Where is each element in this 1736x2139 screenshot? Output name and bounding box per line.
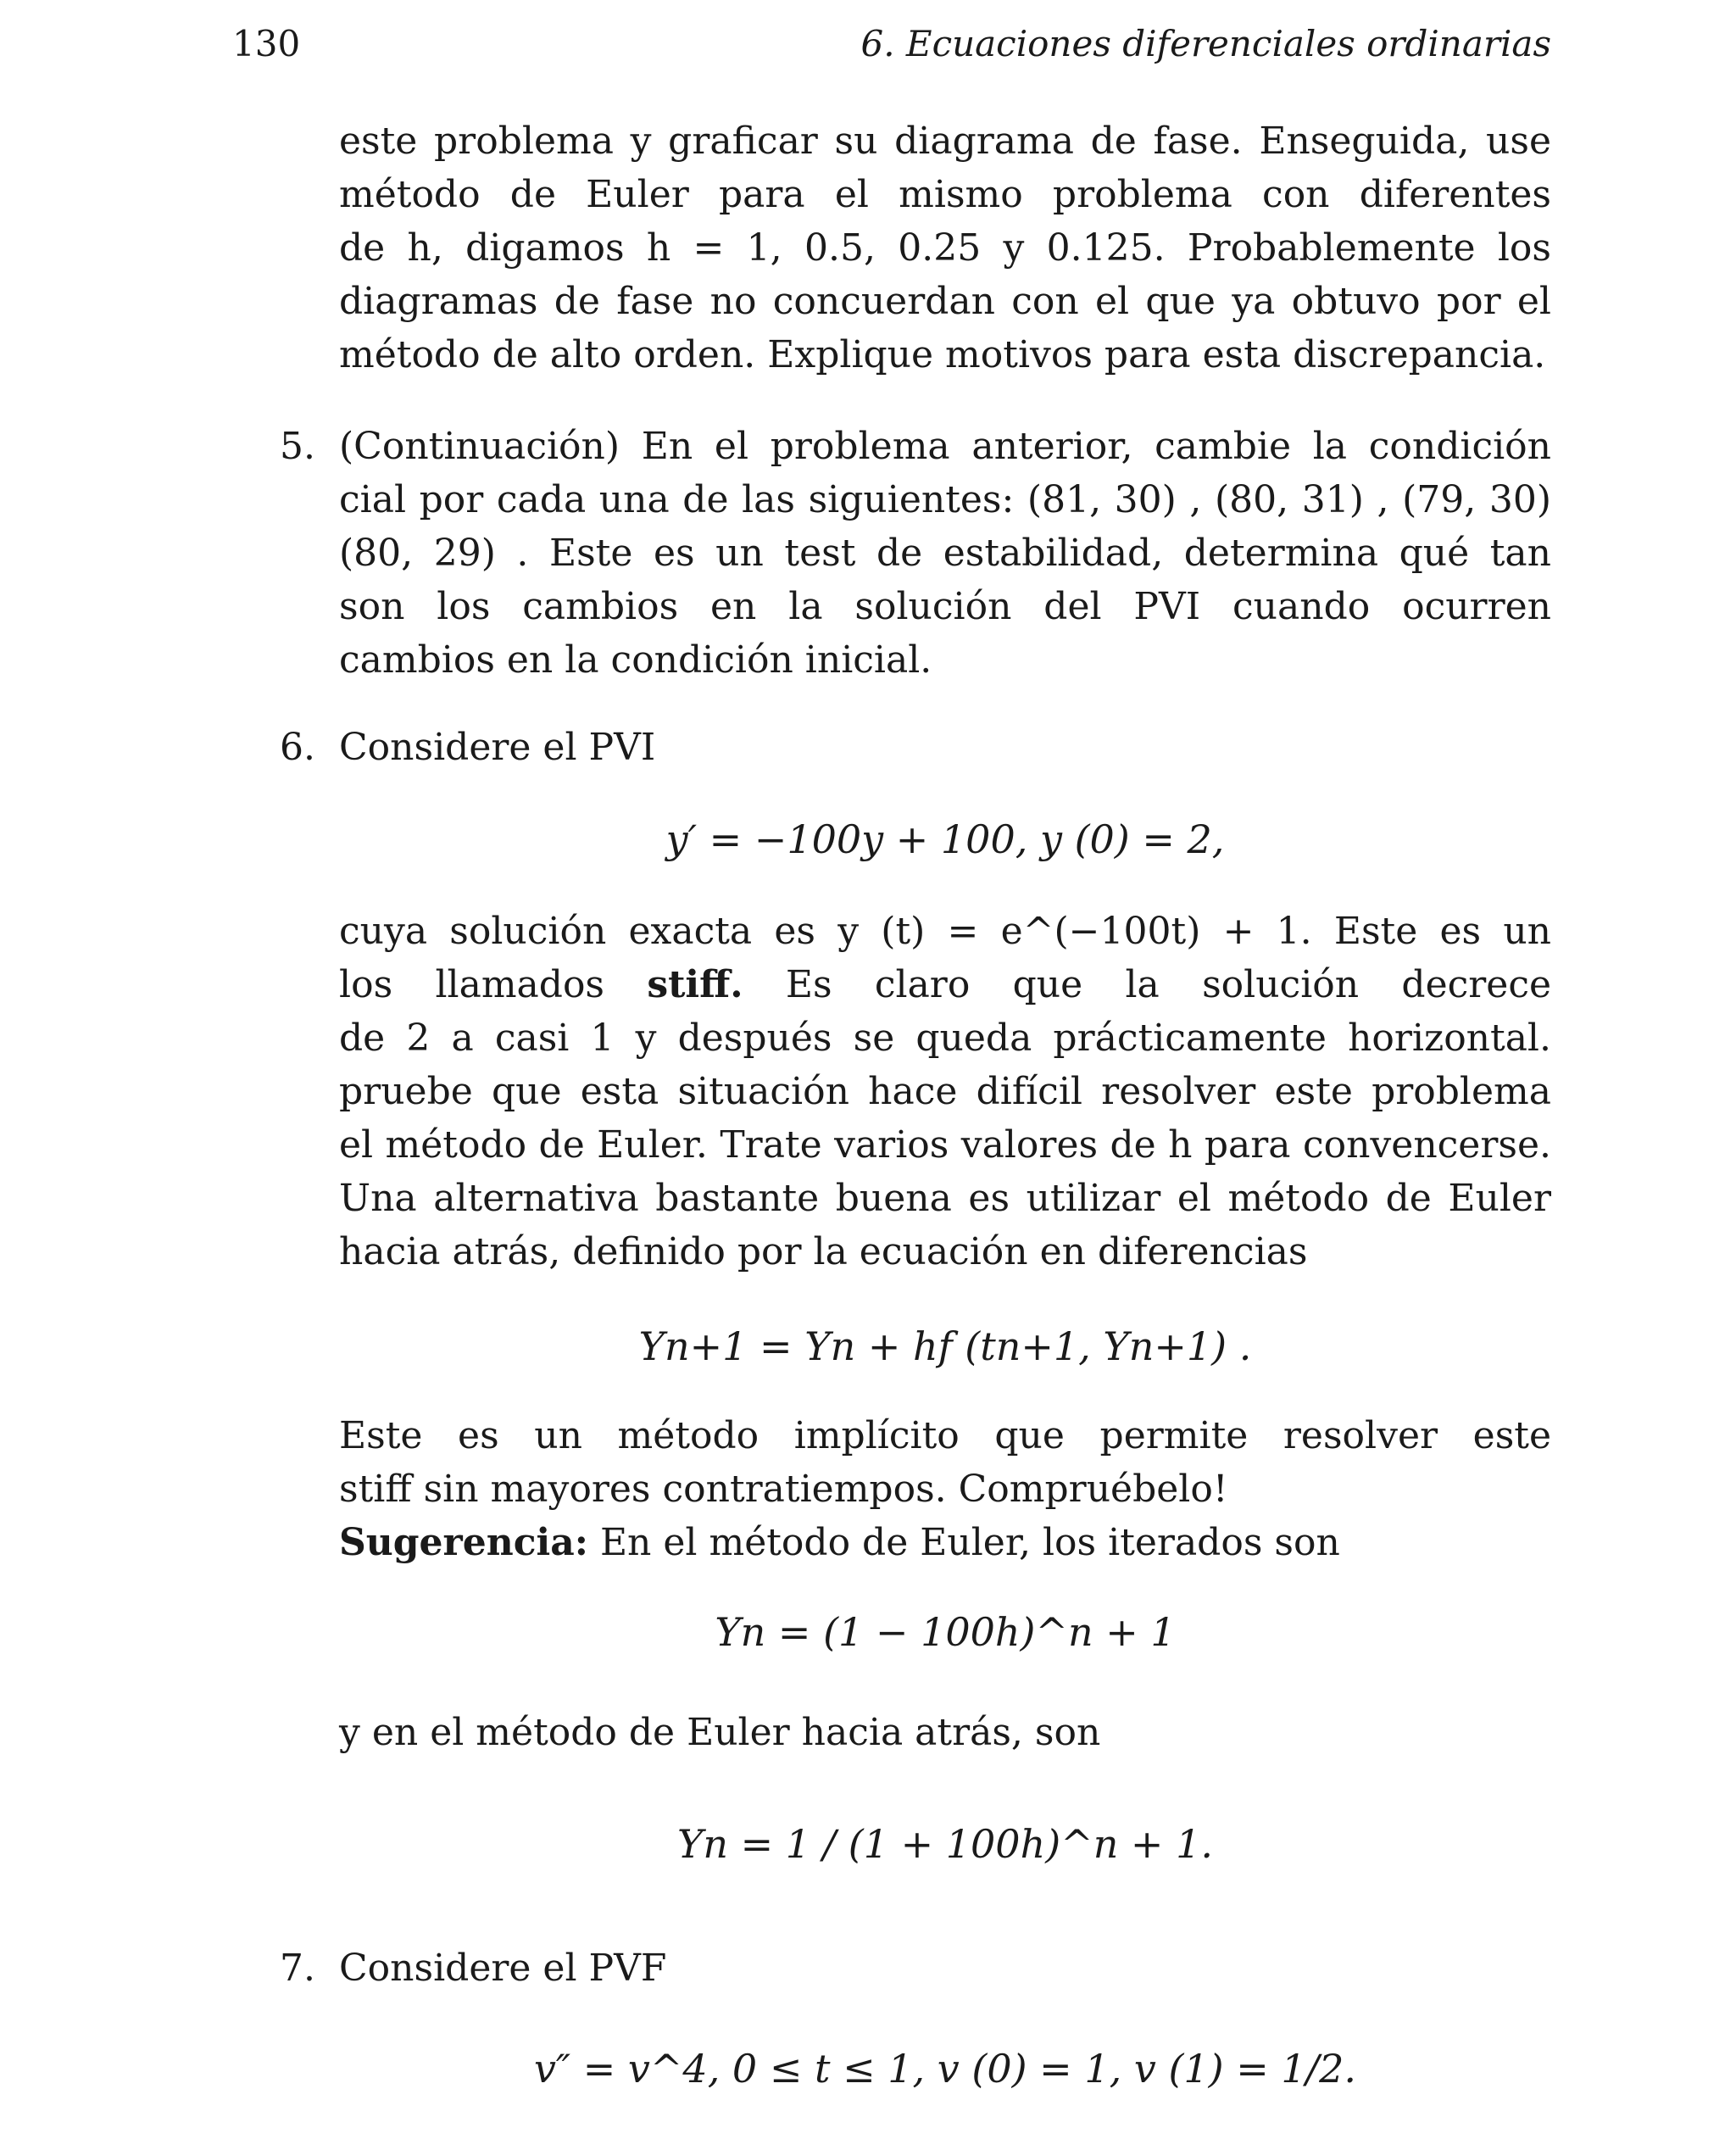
item-6-intro xyxy=(339,721,1551,774)
text-run: los llamados xyxy=(339,963,648,1006)
item-7-intro-line: Considere el PVF xyxy=(339,1947,667,1990)
item-6-line: pruebe que esta situación hace difícil resolver este problema xyxy=(339,1070,1551,1113)
item-6-line: de 2 a casi 1 y después se queda prácticamente horizontal. xyxy=(339,1017,1551,1060)
item-6-line: stiff sin mayores contratiempos. Compruébelo! xyxy=(339,1468,1228,1511)
equation-ivp: y′ = −100y + 100, y (0) = 2, xyxy=(665,816,1225,862)
item-5-line: (Continuación) En el problema anterior, cambie la condición xyxy=(339,425,1551,468)
intro-line: este problema y graficar su diagrama de fase. Enseguida, use xyxy=(339,120,1551,163)
chapter-title: 6. Ecuaciones diferenciales ordinarias xyxy=(860,23,1551,64)
item-5-line: cambios en la condición inicial. xyxy=(339,638,932,682)
suggestion-label: Sugerencia: xyxy=(339,1521,588,1564)
equation-backward-euler: Yn+1 = Yn + hf (tn+1, Yn+1) . xyxy=(638,1323,1252,1369)
item-5-line: (80, 29) . Este es un test de estabilidad, determina qué tan xyxy=(339,532,1551,575)
item-6-line xyxy=(339,1516,1551,1569)
text-run: Es claro que la solución decrece xyxy=(785,963,1551,1006)
intro-line: método de alto orden. Explique motivos para esta discrepancia. xyxy=(339,333,1546,376)
equation-backward-iterates: Yn = 1 / (1 + 100h)^n + 1. xyxy=(676,1821,1213,1867)
equation-euler-iterates: Yn = (1 − 100h)^n + 1 xyxy=(715,1609,1176,1655)
page-number: 130 xyxy=(232,23,301,64)
item-6-paragraph-2 xyxy=(339,1409,1551,1569)
item-6-line: hacia atrás, definido por la ecuación en diferencias xyxy=(339,1230,1308,1273)
item-6-line: el método de Euler. Trate varios valores de h para convencerse. xyxy=(339,1123,1551,1167)
item-6-paragraph-1 xyxy=(339,905,1551,1278)
equation-bvp: v″ = v^4, 0 ≤ t ≤ 1, v (0) = 1, v (1) = 1/2. xyxy=(533,2046,1357,2092)
item-6-intro-line: Considere el PVI xyxy=(339,726,656,769)
item-5-paragraph xyxy=(339,420,1551,687)
item-number: 7. xyxy=(280,1947,315,1990)
stiff-term: stiff. xyxy=(647,963,743,1006)
intro-line: método de Euler para el mismo problema con diferentes xyxy=(339,173,1551,216)
item-5-line: cial por cada una de las siguientes: (81, 30) , (80, 31) , (79, 30) xyxy=(339,478,1551,521)
item-5-line: son los cambios en la solución del PVI cuando ocurren xyxy=(339,585,1551,628)
item-6-line: Una alternativa bastante buena es utilizar el método de Euler xyxy=(339,1177,1551,1220)
intro-line: de h, digamos h = 1, 0.5, 0.25 y 0.125. Probablemente los xyxy=(339,226,1551,270)
intro-paragraph xyxy=(339,114,1551,382)
item-number: 6. xyxy=(280,726,315,769)
item-7-intro xyxy=(339,1941,1551,1995)
item-number: 5. xyxy=(280,425,315,468)
text-run: En el método de Euler, los iterados son xyxy=(587,1521,1340,1564)
item-6-line: Este es un método implícito que permite resolver este xyxy=(339,1414,1551,1457)
item-6-paragraph-3 xyxy=(339,1706,1551,1759)
intro-line: diagramas de fase no concuerdan con el que ya obtuvo por el xyxy=(339,280,1551,323)
item-6-line xyxy=(339,958,1551,1011)
item-6-line: cuya solución exacta es y (t) = e^(−100t) + 1. Este es un xyxy=(339,910,1551,953)
item-6-line: y en el método de Euler hacia atrás, son xyxy=(339,1711,1101,1754)
